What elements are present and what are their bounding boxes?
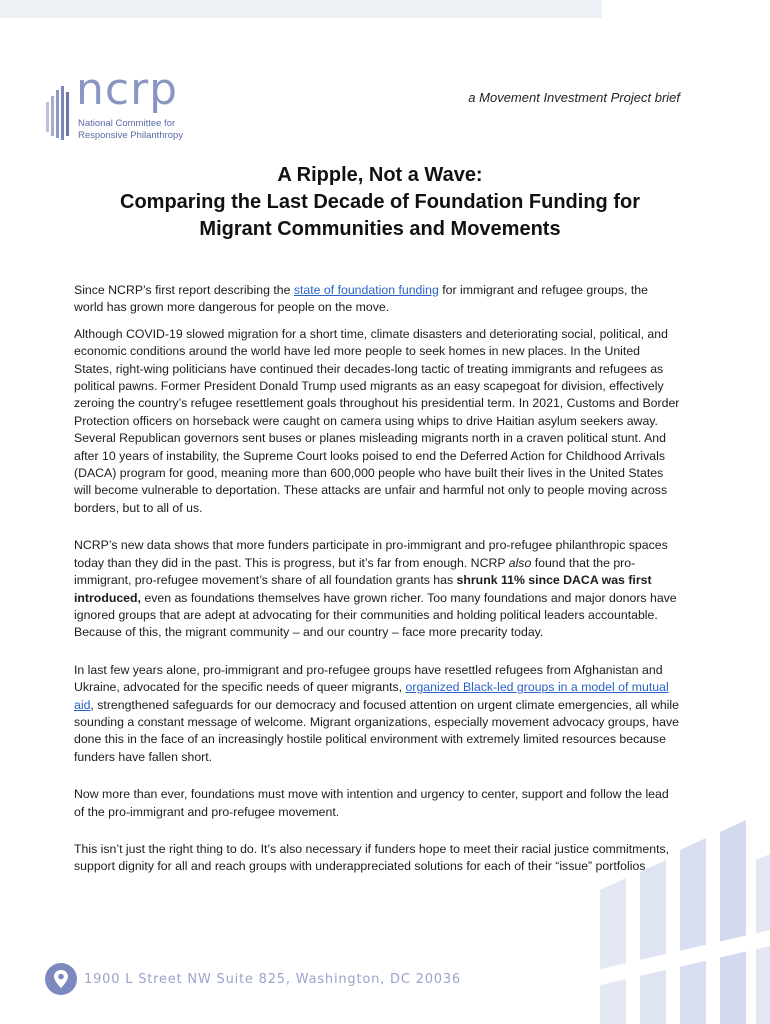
- footer: [44, 962, 464, 998]
- footer-address: 1900 L Street NW Suite 825, Washington, DC 20036: [84, 972, 461, 987]
- paragraph-3: [74, 537, 680, 641]
- p3-text-c: even as foundations themselves have grown richer. Too many foundations and major donors have ignored groups that are adept at advocating for their communities and holding political leaders accountable. Because of this, the migrant community – and our country – face more precarity today.: [74, 590, 677, 640]
- top-band: [0, 0, 602, 18]
- p1-text-b: for immigrant and refugee groups, the world has grown more dangerous for people on the move.: [74, 283, 648, 315]
- paragraph-2: Although COVID-19 slowed migration for a short time, climate disasters and deteriorating social, political, and economic conditions around the world have led more people to seek homes in new places. In the United States, right-wing politicians have continued their decades-long tactic of treating immigrants and refugees as political pawns. Former President Donald Trump used migrants as an easy scapegoat for division, effectively zeroing the country’s refugee resettlement goals throughout his presidential term. In 2021, Customs and Border Protection officers on horseback were caught on camera using whips to drive Haitian asylum seekers away. Several Republican governors sent buses or planes misleading migrants north in a craven political stunt. And after 10 years of instability, the Supreme Court looks poised to end the Deferred Action for Childhood Arrivals (DACA) program for good, meaning more than 600,000 people who have built their lives in the United States will become vulnerable to deportation. These attacks are unfair and harmful not only to people moving across borders, but to all of us.: [74, 326, 680, 515]
- logo-subtitle-line1: National Committee for: [78, 118, 176, 129]
- title-line-1: A Ripple, Not a Wave:: [277, 164, 483, 186]
- decorative-bars: [596, 820, 770, 1024]
- p3-text-b: found that the pro-immigrant, pro-refugee movement’s share of all foundation grants has: [74, 555, 636, 588]
- logo-subtitle-line2: Responsive Philanthropy: [78, 130, 184, 141]
- logo-subtitle: [78, 118, 183, 142]
- title-line-2: Comparing the Last Decade of Foundation Funding for: [120, 191, 640, 213]
- brief-tag: a Movement Investment Project brief: [468, 90, 680, 105]
- p1-text-a: Since NCRP’s first report describing the: [74, 283, 294, 297]
- state-of-funding-link[interactable]: state of foundation funding: [293, 283, 439, 297]
- logo-wordmark: ncrp: [76, 64, 179, 115]
- mutual-aid-link[interactable]: organized Black-led groups in a model of mutual aid: [74, 680, 669, 712]
- page-title: [60, 162, 700, 243]
- logo-bars-icon: [46, 84, 72, 142]
- body-text: [74, 282, 680, 885]
- location-pin-icon: [44, 962, 78, 996]
- p4-text-b: , strengthened safeguards for our democracy and focused attention on urgent climate emergencies, all while sounding a constant message of welcome. Migrant organizations, especially movement advocacy groups, have done this in the face of an increasingly hostile political environment with extremely limited resources because funders have fallen short.: [74, 697, 679, 764]
- paragraph-6: This isn’t just the right thing to do. It’s also necessary if funders hope to meet their racial justice commitments, support dignity for all and reach groups with underappreciated solutions for each of their “issue” portfolios.: [74, 841, 670, 874]
- p3-text-a: NCRP’s new data shows that more funders participate in pro-immigrant and pro-refugee philanthropic spaces today than they did in the past. This is progress, but it’s far from enough. NCRP: [74, 538, 668, 570]
- paragraph-1: [74, 282, 680, 317]
- paragraph-4: [74, 662, 680, 766]
- p4-text-a: In last few years alone, pro-immigrant and pro-refugee groups have resettled refugees from Afghanistan and Ukraine, advocated for the specific needs of queer migrants,: [74, 662, 663, 695]
- title-line-3: Migrant Communities and Movements: [199, 218, 561, 240]
- p3-bold: shrunk 11% since DACA was first introduced,: [74, 573, 652, 605]
- p3-also: also: [508, 555, 532, 570]
- ncrp-logo: [46, 64, 216, 150]
- paragraph-5: Now more than ever, foundations must move with intention and urgency to center, support and follow the lead of the pro-immigrant and pro-refugee movement.: [74, 787, 669, 819]
